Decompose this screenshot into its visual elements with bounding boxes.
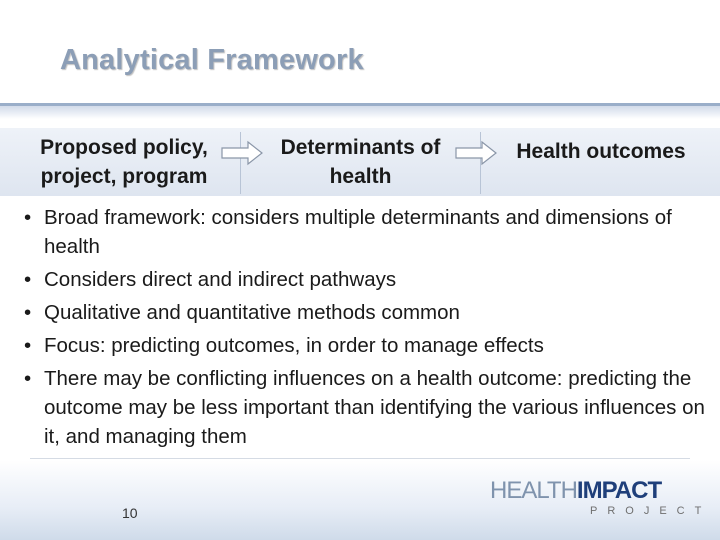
flow-step-determinants	[258, 128, 463, 196]
footer-divider	[30, 458, 690, 459]
framework-flow	[0, 128, 720, 196]
flow-step-outcomes	[482, 128, 720, 196]
flow-step-determinants-line1: Determinants of	[280, 136, 441, 159]
flow-step-policy-line2: project, program	[40, 165, 208, 188]
logo-word-health: HEALTH	[490, 477, 577, 504]
bullet-dot: •	[24, 367, 32, 390]
right-arrow-icon	[454, 140, 498, 166]
flow-step-policy	[8, 128, 240, 196]
page-number: 10	[122, 505, 138, 521]
bullet-dot: •	[24, 206, 32, 229]
bullet-text: There may be conflicting influences on a health outcome: predicting the outcome may be less important than identifying the various influences on it, and managing them	[44, 367, 705, 448]
slide-title: Analytical Framework	[60, 44, 364, 76]
bullet-text: Broad framework: considers multiple determinants and dimensions of health	[44, 206, 672, 258]
bullet-item	[20, 265, 710, 294]
flow-step-determinants-line2: health	[329, 165, 392, 188]
bullet-item	[20, 331, 710, 360]
bullet-text: Focus: predicting outcomes, in order to manage effects	[44, 334, 544, 357]
bullet-list	[20, 203, 710, 455]
flow-step-outcomes-label: Health outcomes	[516, 140, 686, 163]
bullet-dot: •	[24, 268, 32, 291]
logo-word-impact: IMPACT	[576, 477, 662, 504]
bullet-text: Qualitative and quantitative methods common	[44, 301, 460, 324]
flow-step-policy-line1: Proposed policy,	[40, 136, 208, 159]
right-arrow-icon	[220, 140, 264, 166]
health-impact-project-logo	[490, 477, 712, 520]
bullet-item	[20, 364, 710, 451]
title-divider	[0, 103, 720, 119]
bullet-item	[20, 298, 710, 327]
logo-wordmark	[490, 478, 661, 504]
bullet-text: Considers direct and indirect pathways	[44, 268, 397, 291]
bullet-dot: •	[24, 301, 32, 324]
bullet-item	[20, 203, 710, 261]
bullet-dot: •	[24, 334, 32, 357]
logo-subtitle: PROJECT	[590, 505, 712, 517]
